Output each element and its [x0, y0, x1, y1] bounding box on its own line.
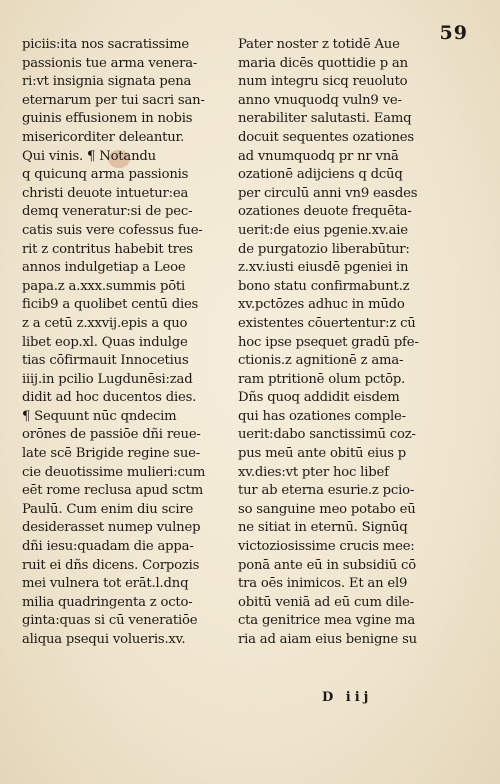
text-line: iiij.in pcilio Lugdunēsi:zad — [22, 371, 193, 387]
text-line: annos indulgetiap a Leoe — [22, 260, 186, 276]
text-line: papa.z a.xxx.summis pōti — [22, 278, 186, 294]
text-line: dñi iesu:quadam die appa- — [22, 539, 194, 555]
text-line: passionis tue arma venera- — [22, 55, 198, 71]
text-line: tra oēs inimicos. Et an el9 — [238, 576, 408, 592]
text-line: anno vnuquodq vuln9 ve- — [238, 92, 402, 108]
text-line: docuit sequentes ozationes — [238, 129, 414, 145]
signature-mark: D iij — [322, 690, 373, 705]
text-line: late scē Brigide regine sue- — [22, 446, 201, 462]
text-line: z.xv.iusti eiusdē pgeniei in — [238, 260, 409, 276]
text-line: ne sitiat in eternū. Signūq — [238, 520, 408, 536]
text-line: ficib9 a quolibet centū dies — [22, 297, 199, 313]
text-line: ponā ante eū in subsidiū cō — [238, 557, 416, 573]
text-line: uerit:de eius pgenie.xv.aie — [238, 222, 408, 238]
text-line: cta genitrice mea vgine ma — [238, 613, 416, 629]
text-line: milia quadringenta z octo- — [22, 594, 193, 610]
text-line: per circulū anni vn9 easdes — [238, 185, 418, 201]
text-line: ginta:quas si cū veneratiōe — [22, 613, 198, 629]
text-line: xv.pctōzes adhuc in mūdo — [238, 297, 405, 313]
text-line: Pater noster z totidē Aue — [238, 37, 400, 52]
text-line: z a cetū z.xxvij.epis a quo — [22, 315, 188, 331]
text-line: didit ad hoc ducentos dies. — [22, 390, 197, 406]
text-line: Qui vinis. ¶ Notandu — [22, 148, 156, 164]
text-line: pus meū ante obitū eius p — [238, 446, 407, 462]
text-line: Dñs quoq addidit eisdem — [238, 390, 400, 406]
text-line: de purgatozio liberabūtur: — [238, 241, 410, 257]
text-line: existentes cōuertentur:z cū — [238, 315, 416, 331]
text-line: victoziosissime crucis mee: — [238, 539, 415, 555]
right-text-column — [238, 36, 484, 650]
text-line: bono statu confirmabunt.z — [238, 278, 410, 294]
text-line: christi deuote intuetur:ea — [22, 185, 189, 201]
text-line: catis suis vere cofessus fue- — [22, 222, 203, 238]
text-line: q quicunq arma passionis — [22, 167, 189, 183]
text-line: num integru sicq reuoluto — [238, 74, 408, 90]
text-line: obitū veniā ad eū cum dile- — [238, 594, 414, 610]
text-line: orōnes de passiōe dñi reue- — [22, 427, 201, 443]
text-line: piciis:ita nos sacratissime — [22, 37, 190, 52]
text-line: ¶ Sequunt nūc qndecim — [22, 408, 177, 424]
text-line: xv.dies:vt pter hoc libef — [238, 464, 389, 480]
text-line: qui has ozationes comple- — [238, 408, 406, 424]
text-line: eternarum per tui sacri san- — [22, 92, 205, 108]
text-line: ad vnumquodq pr nr vnā — [238, 148, 399, 164]
text-line: aliqua psequi volueris.xv. — [22, 632, 186, 647]
left-text-column — [22, 36, 232, 650]
text-line: tias cōfirmauit Innocetius — [22, 353, 189, 369]
text-line: so sanguine meo potabo eū — [238, 501, 416, 517]
text-line: ctionis.z agnitionē z ama- — [238, 353, 404, 369]
text-line: cie deuotissime mulieri:cum — [22, 464, 206, 480]
text-line: eēt rome reclusa apud sctm — [22, 483, 204, 499]
text-line: demq veneratur:si de pec- — [22, 204, 193, 220]
text-line: uerit:dabo sanctissimū coz- — [238, 427, 416, 443]
text-line: ram ptritionē olum pctōp. — [238, 371, 406, 387]
text-line: guinis effusionem in nobis — [22, 111, 193, 127]
text-line: misericorditer deleantur. — [22, 129, 185, 145]
text-line: maria dicēs quottidie p an — [238, 55, 408, 71]
page-number: 59 — [439, 22, 468, 44]
text-line: ozationē adijciens q dcūq — [238, 167, 403, 183]
text-line: rit z contritus habebit tres — [22, 241, 193, 257]
text-line: desiderasset numep vulnep — [22, 520, 201, 536]
text-line: ri:vt insignia signata pena — [22, 74, 192, 90]
text-line: ria ad aiam eius benigne su — [238, 632, 417, 647]
text-line: libet eop.xl. Quas indulge — [22, 334, 188, 350]
text-line: Paulū. Cum enim diu scire — [22, 501, 194, 517]
text-line: mei vulnera tot erāt.l.dnq — [22, 576, 189, 592]
text-line: tur ab eterna esurie.z pcio- — [238, 483, 415, 499]
text-line: nerabiliter salutasti. Eamq — [238, 111, 412, 127]
text-line: ozationes deuote frequēta- — [238, 204, 412, 220]
text-line: ruit ei dñs dicens. Corpozis — [22, 557, 200, 573]
text-line: hoc ipse psequet gradū pfe- — [238, 334, 419, 350]
